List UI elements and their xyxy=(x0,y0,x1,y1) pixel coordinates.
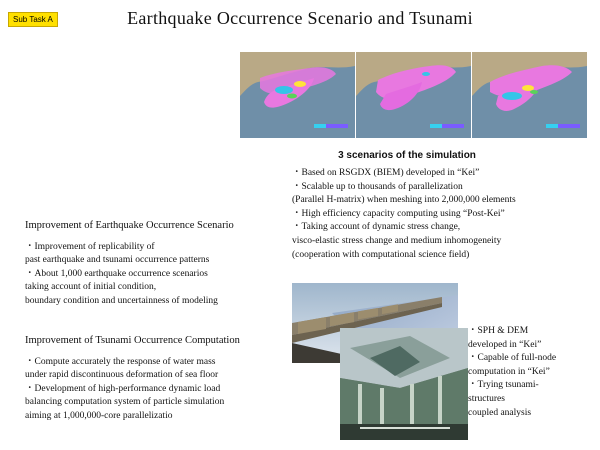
tsunami-heading: Improvement of Tsunami Occurrence Computation xyxy=(25,335,240,346)
sph-line: coupled analysis xyxy=(468,407,532,418)
rsgdx-description xyxy=(292,167,516,262)
rsgdx-line: ・High efficiency capacity computing using “Post-Kei” xyxy=(292,208,505,219)
scenario-line: boundary condition and uncertainness of modeling xyxy=(25,295,218,306)
sph-line: ・SPH & DEM xyxy=(468,326,529,336)
page-title: Earthquake Occurrence Scenario and Tsunami xyxy=(127,8,473,28)
tsunami-line: ・Compute accurately the response of water mass xyxy=(25,356,216,367)
sph-line: structures xyxy=(468,393,505,404)
tsunami-line: ・Development of high-performance dynamic load xyxy=(25,383,221,394)
rsgdx-line: visco-elastic stress change and medium inhomogeneity xyxy=(292,235,502,246)
tsunami-line: under rapid discontinuous deformation of sea floor xyxy=(25,370,219,381)
tsunami-line: aiming at 1,000,000-core parallelizatio xyxy=(25,410,173,421)
scenario-line: past earthquake and tsunami occurrence patterns xyxy=(25,255,210,266)
sph-line: ・Capable of full-node xyxy=(468,353,557,364)
scenario-line: ・About 1,000 earthquake occurrence scenarios xyxy=(25,268,208,279)
rsgdx-line: (Parallel H-matrix) when meshing into 2,000,000 elements xyxy=(292,195,516,206)
scenario-line: taking account of initial condition, xyxy=(25,282,157,293)
rsgdx-line: ・Scalable up to thousands of parallelization xyxy=(292,181,463,192)
sph-line: ・Trying tsunami- xyxy=(468,380,539,391)
scenario-map-3 xyxy=(472,52,587,138)
rsgdx-line: (cooperation with computational science field) xyxy=(292,249,470,260)
sph-line: developed in “Kei” xyxy=(468,339,542,350)
rsgdx-line: ・Based on RSGDX (BIEM) developed in “Kei” xyxy=(292,168,480,178)
scenario-line: ・Improvement of replicability of xyxy=(25,241,155,252)
sph-dem-description xyxy=(468,325,556,420)
scenario-heading: Improvement of Earthquake Occurrence Scenario xyxy=(25,220,234,231)
scenario-map-1 xyxy=(240,52,355,138)
sph-line: computation in “Kei” xyxy=(468,366,550,377)
tsunami-structure-render-2 xyxy=(340,328,468,440)
scenario-map-2 xyxy=(356,52,471,138)
rsgdx-line: ・Taking account of dynamic stress change, xyxy=(292,222,461,233)
simulation-caption: 3 scenarios of the simulation xyxy=(338,150,476,161)
sub-task-tag: Sub Task A xyxy=(8,12,58,27)
scenario-section xyxy=(25,219,234,309)
tsunami-section xyxy=(25,334,240,424)
tsunami-line: balancing computation system of particle simulation xyxy=(25,397,225,408)
